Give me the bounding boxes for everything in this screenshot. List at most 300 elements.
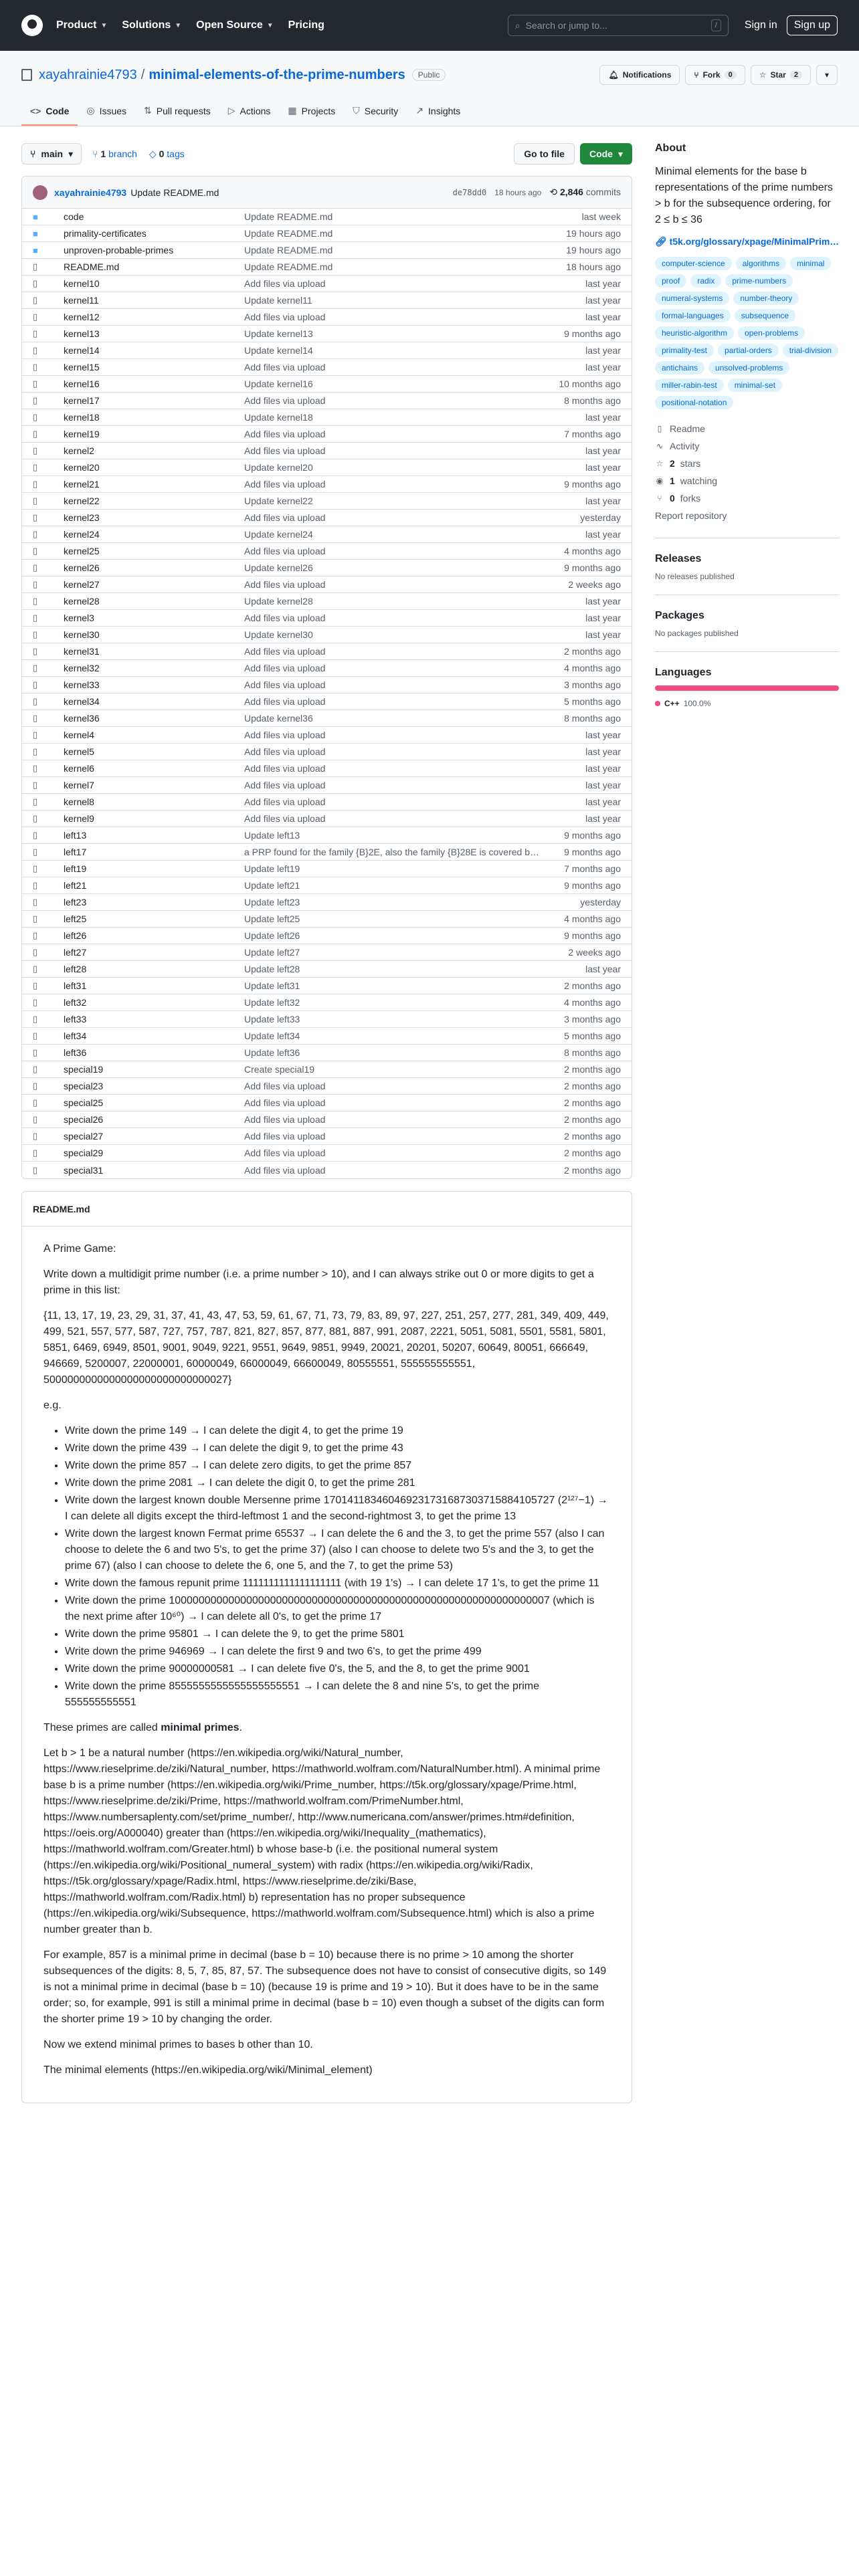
watchers-link[interactable]: ◉ 1 watching [656, 475, 718, 486]
file-commit-message[interactable]: Add files via upload [244, 479, 326, 490]
file-name-link[interactable]: special27 [64, 1131, 104, 1142]
topic-tag[interactable]: formal-languages [655, 309, 731, 322]
commit-message[interactable]: Update README.md [130, 187, 219, 198]
branches-link[interactable]: ⑂ 1 branch [92, 148, 137, 159]
file-name-link[interactable]: kernel2 [64, 445, 94, 456]
file-name-link[interactable]: kernel20 [64, 462, 100, 473]
file-name-link[interactable]: left23 [64, 897, 87, 907]
file-commit-message[interactable]: Update left23 [244, 897, 300, 907]
file-name-link[interactable]: kernel28 [64, 596, 100, 607]
topic-tag[interactable]: subsequence [735, 309, 795, 322]
file-row [22, 242, 632, 259]
language-item[interactable]: C++ 100.0% [655, 699, 839, 708]
file-name-link[interactable]: left17 [64, 847, 87, 857]
chevron-down-icon: ▾ [824, 70, 829, 80]
file-name-link[interactable]: kernel23 [64, 512, 100, 523]
file-name-link[interactable]: special31 [64, 1164, 104, 1176]
latest-commit [22, 177, 632, 209]
file-icon [33, 579, 43, 590]
file-table [21, 176, 632, 1179]
file-commit-message[interactable]: Add files via upload [244, 278, 326, 289]
topic-tag[interactable]: numeral-systems [655, 292, 729, 305]
tab-code[interactable]: <> Code [21, 106, 78, 126]
readme-panel [21, 1191, 632, 2103]
star-dropdown-button[interactable] [816, 65, 838, 85]
file-icon [33, 479, 43, 490]
topic-tag[interactable]: minimal [790, 257, 831, 270]
branch-icon: ⑂ [30, 148, 36, 159]
fork-icon: ⑂ [694, 70, 699, 80]
file-commit-message[interactable]: Add files via upload [244, 1114, 326, 1125]
file-commit-message[interactable]: Update kernel22 [244, 496, 313, 506]
file-commit-date: last year [585, 412, 621, 423]
file-icon [33, 914, 43, 924]
file-commit-message[interactable]: Update kernel13 [244, 328, 313, 339]
file-row [22, 693, 632, 710]
topic-tag[interactable]: heuristic-algorithm [655, 326, 734, 340]
file-icon [33, 863, 43, 874]
readme-body [22, 1226, 632, 2103]
file-commit-date: 3 months ago [564, 1014, 621, 1025]
file-commit-message[interactable]: Add files via upload [244, 646, 326, 657]
file-commit-date: 2 months ago [564, 1148, 621, 1158]
file-name-link[interactable]: kernel3 [64, 613, 94, 623]
file-commit-date: 18 hours ago [566, 261, 621, 272]
tags-link[interactable]: ◇ 0 tags [149, 148, 185, 159]
file-commit-message[interactable]: Add files via upload [244, 613, 326, 623]
file-icon [33, 1097, 43, 1108]
branch-icon: ⑂ [92, 148, 98, 159]
file-name-link[interactable]: kernel36 [64, 713, 100, 724]
file-icon [33, 646, 43, 657]
file-commit-message[interactable]: Update left28 [244, 964, 300, 974]
file-commit-message[interactable]: Update left25 [244, 914, 300, 924]
file-commit-message[interactable]: Add files via upload [244, 362, 326, 372]
file-commit-message[interactable]: Add files via upload [244, 1131, 326, 1142]
repo-tabs [21, 94, 838, 126]
chevron-down-icon: ▼ [175, 21, 182, 29]
file-commit-message[interactable]: Update kernel14 [244, 345, 313, 356]
file-row [22, 459, 632, 476]
list-item: • Write down the prime 95801 → I can delete the 9, to get the prime 5801 [65, 1626, 610, 1642]
file-commit-date: last year [585, 629, 621, 640]
file-icon [33, 562, 43, 573]
file-commit-message[interactable]: Update README.md [244, 261, 333, 272]
file-icon [33, 796, 43, 807]
file-commit-date: 2 months ago [564, 646, 621, 657]
file-commit-message[interactable]: a PRP found for the family {B}2E, also the family {B}28E is covered b… [244, 847, 539, 857]
file-commit-message[interactable]: Add files via upload [244, 780, 326, 790]
file-name-link[interactable]: left28 [64, 964, 87, 974]
file-row [22, 342, 632, 359]
file-commit-message[interactable]: Add files via upload [244, 696, 326, 707]
file-commit-message[interactable]: Add files via upload [244, 445, 326, 456]
file-commit-date: 2 months ago [564, 980, 621, 991]
topic-tag[interactable]: radix [690, 274, 721, 288]
file-commit-message[interactable]: Add files via upload [244, 1097, 326, 1108]
topic-tag[interactable]: proof [655, 274, 686, 288]
graph-icon: ↗ [415, 105, 424, 116]
file-commit-message[interactable]: Update kernel11 [244, 295, 312, 306]
repo-name-link[interactable]: minimal-elements-of-the-prime-numbers [149, 67, 405, 82]
file-name-link[interactable]: kernel14 [64, 345, 100, 356]
file-commit-message[interactable]: Add files via upload [244, 546, 326, 556]
file-commit-message[interactable]: Update left34 [244, 1031, 300, 1041]
folder-icon [33, 229, 43, 239]
file-name-link[interactable]: special23 [64, 1081, 104, 1091]
file-row [22, 1145, 632, 1162]
file-commit-message[interactable]: Add files via upload [244, 679, 326, 690]
code-dropdown-button[interactable]: Code ▾ [580, 143, 632, 165]
tab-insights[interactable]: ↗ Insights [415, 105, 461, 116]
file-icon [33, 1047, 43, 1058]
readme-example-list [65, 1423, 610, 1711]
file-name-link[interactable]: kernel33 [64, 679, 100, 690]
file-commit-date: 4 months ago [564, 997, 621, 1008]
file-commit-message[interactable]: Update left36 [244, 1047, 300, 1058]
branch-selector[interactable]: ⑂ main ▾ [21, 143, 82, 165]
file-name-link[interactable]: kernel16 [64, 379, 100, 389]
file-icon [33, 1014, 43, 1025]
file-commit-date: 9 months ago [564, 479, 621, 490]
file-commit-message[interactable]: Update left33 [244, 1014, 300, 1025]
file-icon [33, 379, 43, 389]
chevron-down-icon: ▼ [266, 21, 274, 29]
file-row [22, 1045, 632, 1061]
file-commit-date: yesterday [580, 512, 621, 523]
nav-pricing[interactable]: Pricing [288, 19, 324, 31]
file-icon [33, 730, 43, 740]
list-item: • Write down the prime 946969 → I can delete the first 9 and two 6's, to get the prime 499 [65, 1644, 610, 1660]
shield-icon: ⛉ [353, 105, 360, 116]
topic-tag[interactable]: open-problems [738, 326, 805, 340]
star-button[interactable]: ☆ Star 2 [751, 65, 811, 85]
file-name-link[interactable]: kernel8 [64, 796, 94, 807]
topic-tag[interactable]: primality-test [655, 344, 714, 357]
file-name-link[interactable]: kernel5 [64, 746, 94, 757]
stars-link[interactable]: ☆ 2 stars [656, 458, 701, 469]
file-row [22, 292, 632, 309]
file-commit-message[interactable]: Update kernel24 [244, 529, 313, 540]
file-commit-message[interactable]: Update kernel20 [244, 462, 313, 473]
file-commit-message[interactable]: Create special19 [244, 1064, 315, 1075]
report-repository-link[interactable]: Report repository [655, 510, 727, 521]
file-row [22, 376, 632, 393]
file-name-link[interactable]: kernel32 [64, 663, 100, 673]
file-commit-date: 2 weeks ago [568, 947, 621, 958]
file-name-link[interactable]: kernel31 [64, 646, 100, 657]
nav-open-source[interactable]: Open Source ▼ [196, 19, 274, 31]
file-icon [33, 1031, 43, 1041]
file-icon [33, 980, 43, 991]
file-row [22, 1162, 632, 1178]
file-icon [33, 713, 43, 724]
file-icon [33, 847, 43, 857]
file-commit-message[interactable]: Add files via upload [244, 312, 326, 322]
file-icon [33, 445, 43, 456]
readme-prime-list: {11, 13, 17, 19, 23, 29, 31, 37, 41, 43, 47, 53, 59, 61, 67, 71, 73, 79, 83, 89, 97, 227, 251, 257, 277, 281, 349, 409, 449, 499, 521, 557, 577, 587, 727, 757, 787, 821, 827, 857, 877, 881, 887, 991, 2087, 2221, 5051, 5081, 5501, 5581, 5801, 5851, 6469, 6949, 8501, 9001, 9049, 9221, 9551, 9649, 9851, 9949, 20021, 20201, 50207, 60649, 80051, 666649, 946669, 5200007, 22000001, 60000049, 66000049, 66600049, 80555551, 555555555551, 5000000000000000000000000000027} [43, 1310, 609, 1386]
file-commit-message[interactable]: Update left31 [244, 980, 300, 991]
file-icon [33, 780, 43, 790]
file-name-link[interactable]: kernel19 [64, 429, 100, 439]
search-icon: ⌕ [514, 19, 520, 31]
repo-main [21, 142, 632, 2103]
file-name-link[interactable]: kernel24 [64, 529, 100, 540]
readme-paragraph: e.g. [43, 1400, 62, 1411]
file-commit-message[interactable]: Update README.md [244, 228, 333, 239]
topic-tag[interactable]: miller-rabin-test [655, 379, 724, 392]
file-row [22, 576, 632, 593]
file-icon [33, 412, 43, 423]
file-commit-message[interactable]: Update README.md [244, 211, 333, 222]
tab-pull-requests[interactable]: ⇅ Pull requests [144, 105, 211, 116]
file-row [22, 978, 632, 994]
nav-solutions[interactable]: Solutions ▼ [122, 19, 182, 31]
github-logo-icon[interactable] [21, 15, 43, 36]
file-row [22, 643, 632, 660]
commit-sha[interactable]: de78dd0 [452, 187, 487, 197]
file-commit-message[interactable]: Add files via upload [244, 512, 326, 523]
file-name-link[interactable]: kernel25 [64, 546, 100, 556]
packages-heading[interactable]: Packages [655, 610, 704, 621]
file-name-link[interactable]: left21 [64, 880, 87, 891]
file-name-link[interactable]: kernel12 [64, 312, 100, 322]
topic-tag[interactable]: number-theory [733, 292, 799, 305]
file-name-link[interactable]: left36 [64, 1047, 87, 1058]
about-section [655, 142, 839, 524]
global-header [0, 0, 859, 51]
file-commit-message[interactable]: Add files via upload [244, 1081, 326, 1091]
file-commit-message[interactable]: Add files via upload [244, 429, 326, 439]
go-to-file-button[interactable]: Go to file [514, 143, 575, 165]
file-commit-message[interactable]: Update kernel18 [244, 412, 313, 423]
readme-paragraph: Now we extend minimal primes to bases b other than 10. [43, 2039, 313, 2050]
file-row [22, 409, 632, 426]
sign-up-button[interactable]: Sign up [787, 15, 838, 35]
file-row [22, 794, 632, 811]
chevron-down-icon: ▾ [68, 148, 74, 159]
file-commit-date: 2 months ago [564, 1131, 621, 1142]
file-name-link[interactable]: kernel22 [64, 496, 100, 506]
readme-paragraph: Write down a multidigit prime number (i.e. a prime number > 10), and I can always strike out 0 or more digits to get a prime in this list: [43, 1269, 594, 1296]
file-row [22, 225, 632, 242]
file-name-link[interactable]: kernel21 [64, 479, 100, 490]
file-name-link[interactable]: left19 [64, 863, 87, 874]
topic-tag[interactable]: positional-notation [655, 396, 733, 409]
homepage-link[interactable]: 🔗︎ t5k.org/glossary/xpage/MinimalPrim… [655, 236, 840, 247]
file-row [22, 426, 632, 443]
file-row [22, 493, 632, 510]
tab-security[interactable]: ⛉ Security [353, 105, 399, 116]
packages-section [655, 595, 839, 638]
forks-link[interactable]: ⑂ 0 forks [655, 490, 839, 507]
file-commit-message[interactable]: Update left21 [244, 880, 300, 891]
pulse-icon: ∿ [656, 441, 664, 451]
folder-icon [33, 245, 43, 255]
file-icon [33, 328, 43, 339]
file-commit-date: last year [585, 445, 621, 456]
readme-paragraph: The minimal elements (https://en.wikipedia.org/wiki/Minimal_element) [43, 2064, 373, 2076]
file-name-link[interactable]: code [64, 211, 84, 222]
file-commit-message[interactable]: Update left13 [244, 830, 300, 841]
repo-header [0, 51, 859, 126]
file-name-link[interactable]: kernel30 [64, 629, 100, 640]
file-icon [33, 930, 43, 941]
file-commit-message[interactable]: Update kernel26 [244, 562, 313, 573]
file-commit-message[interactable]: Add files via upload [244, 1148, 326, 1158]
file-name-link[interactable]: kernel11 [64, 295, 99, 306]
file-name-link[interactable]: left13 [64, 830, 87, 841]
releases-heading[interactable]: Releases [655, 553, 702, 564]
file-commit-message[interactable]: Add files via upload [244, 663, 326, 673]
file-name-link[interactable]: left33 [64, 1014, 87, 1025]
pull-request-icon: ⇅ [144, 105, 152, 116]
file-row [22, 1111, 632, 1128]
file-name-link[interactable]: kernel6 [64, 763, 94, 774]
file-icon [33, 395, 43, 406]
file-commit-message[interactable]: Update kernel28 [244, 596, 313, 607]
file-name-link[interactable]: kernel10 [64, 278, 100, 289]
file-row [22, 677, 632, 693]
file-name-link[interactable]: kernel26 [64, 562, 100, 573]
file-commit-message[interactable]: Update left26 [244, 930, 300, 941]
file-icon [33, 813, 43, 824]
file-commit-message[interactable]: Update kernel16 [244, 379, 313, 389]
file-commit-message[interactable]: Add files via upload [244, 1164, 326, 1176]
topic-tag[interactable]: trial-division [783, 344, 838, 357]
notifications-button[interactable]: 🔔︎ Notifications [599, 65, 680, 85]
file-row [22, 660, 632, 677]
file-icon [33, 429, 43, 439]
file-commit-message[interactable]: Add files via upload [244, 730, 326, 740]
avatar[interactable] [33, 185, 47, 200]
file-toolbar [21, 142, 632, 165]
file-commit-date: 8 months ago [564, 713, 621, 724]
file-icon [33, 1114, 43, 1125]
file-commit-message[interactable]: Update left19 [244, 863, 300, 874]
file-name-link[interactable]: special25 [64, 1097, 104, 1108]
file-commit-message[interactable]: Update left32 [244, 997, 300, 1008]
file-name-link[interactable]: kernel18 [64, 412, 100, 423]
topic-tag[interactable]: antichains [655, 361, 704, 374]
file-commit-date: last year [585, 295, 621, 306]
file-name-link[interactable]: left25 [64, 914, 87, 924]
tab-projects[interactable]: ▦ Projects [288, 105, 336, 116]
file-commit-date: 10 months ago [559, 379, 621, 389]
list-item: • Write down the famous repunit prime 1111111111111111111 (with 19 1's) → I can delete 17 1's, to get the prime 11 [65, 1576, 610, 1592]
file-name-link[interactable]: special29 [64, 1148, 104, 1158]
activity-link[interactable]: ∿ Activity [656, 441, 700, 451]
file-name-link[interactable]: kernel34 [64, 696, 100, 707]
file-name-link[interactable]: kernel15 [64, 362, 100, 372]
chevron-down-icon: ▼ [100, 21, 108, 29]
file-commit-message[interactable]: Update README.md [244, 245, 333, 255]
topic-tag[interactable]: minimal-set [728, 379, 782, 392]
commit-author[interactable]: xayahrainie4793 [54, 187, 127, 198]
file-row [22, 1028, 632, 1045]
readme-link[interactable]: ▯ Readme [655, 420, 839, 437]
sign-in-link[interactable]: Sign in [744, 19, 777, 31]
file-commit-message[interactable]: Add files via upload [244, 813, 326, 824]
file-name-link[interactable]: kernel7 [64, 780, 94, 790]
file-row [22, 593, 632, 610]
file-name-link[interactable]: kernel17 [64, 395, 100, 406]
tab-issues[interactable]: ◎ Issues [86, 105, 127, 116]
file-name-link[interactable]: kernel13 [64, 328, 100, 339]
file-row [22, 393, 632, 409]
file-row [22, 744, 632, 760]
nav-product[interactable]: Product ▼ [56, 19, 108, 31]
file-name-link[interactable]: left34 [64, 1031, 87, 1041]
file-name-link[interactable]: left32 [64, 997, 87, 1008]
file-commit-date: last year [585, 746, 621, 757]
topic-tag[interactable]: algorithms [736, 257, 786, 270]
file-name-link[interactable]: kernel27 [64, 579, 100, 590]
file-commit-message[interactable]: Update kernel30 [244, 629, 313, 640]
commits-link[interactable]: ⟲ 2,846 commits [549, 187, 621, 197]
file-name-link[interactable]: kernel9 [64, 813, 94, 824]
topic-tag[interactable]: partial-orders [718, 344, 779, 357]
file-name-link[interactable]: left26 [64, 930, 87, 941]
file-commit-date: 9 months ago [564, 847, 621, 857]
file-commit-date: last year [585, 964, 621, 974]
commit-time: 18 hours ago [494, 187, 542, 197]
file-name-link[interactable]: unproven-probable-primes [64, 245, 174, 255]
file-name-link[interactable]: left27 [64, 947, 87, 958]
file-name-link[interactable]: kernel4 [64, 730, 94, 740]
repo-owner-link[interactable]: xayahrainie4793 [39, 67, 137, 82]
file-name-link[interactable]: README.md [64, 261, 120, 272]
file-name-link[interactable]: special26 [64, 1114, 104, 1125]
file-commit-date: last year [585, 462, 621, 473]
file-row [22, 710, 632, 727]
file-commit-message[interactable]: Add files via upload [244, 579, 326, 590]
fork-button[interactable]: ⑂ Fork 0 [685, 65, 745, 85]
readme-paragraph: Let b > 1 be a natural number (https://en.wikipedia.org/wiki/Natural_number, https://www.rieselprime.de/ziki/Natural_number, https://mathworld.wolfram.com/NaturalNumber.html). A minimal prime base b is a prime number (https://en.wikipedia.org/wiki/Prime_number, https://t5k.org/glossary/xpage/Prime.html, https://www.rieselprime.de/ziki/Prime, https://mathworld.wolfram.com/PrimeNumber.html, https://www.numbersaplenty.com/set/prime_number/, http://www.numericana.com/answer/primes.htm#definition, https://oeis.org/A000040) greater than (https://en.wikipedia.org/wiki/Inequality_(mathematics), https://mathworld.wolfram.com/Greater.html) b whose base-b (i.e. the positional numeral system (https://en.wikipedia.org/wiki/Positional_numeral_system) with radix (https://en.wikipedia.org/wiki/Radix, https://t5k.org/glossary/xpage/Radix.html, https://www.rieselprime.de/ziki/Base, https://mathworld.wolfram.com/Radix.html) b) representation has no proper subsequence (https://en.wikipedia.org/wiki/Subsequence, https://mathworld.wolfram.com/Subsequence.html) which is also a prime number greater than b. [43, 1747, 601, 1935]
file-icon [33, 947, 43, 958]
file-icon [33, 763, 43, 774]
file-name-link[interactable]: left31 [64, 980, 87, 991]
star-icon: ☆ [656, 459, 664, 468]
file-commit-message[interactable]: Add files via upload [244, 395, 326, 406]
file-commit-message[interactable]: Add files via upload [244, 796, 326, 807]
topic-tag[interactable]: computer-science [655, 257, 732, 270]
topic-tag[interactable]: unsolved-problems [708, 361, 789, 374]
file-icon [33, 679, 43, 690]
list-item: • Write down the prime 149 → I can delete the digit 4, to get the prime 19 [65, 1423, 610, 1439]
file-name-link[interactable]: special19 [64, 1064, 104, 1075]
file-row [22, 326, 632, 342]
search-input[interactable]: ⌕ Search or jump to... / [508, 15, 729, 36]
topic-tag[interactable]: prime-numbers [725, 274, 793, 288]
file-commit-date: last week [581, 211, 621, 222]
file-commit-date: last year [585, 496, 621, 506]
file-commit-message[interactable]: Add files via upload [244, 763, 326, 774]
tab-actions[interactable]: ▷ Actions [227, 105, 271, 116]
file-commit-date: 5 months ago [564, 696, 621, 707]
file-icon [33, 1165, 43, 1176]
file-row [22, 209, 632, 225]
file-icon [33, 1081, 43, 1091]
file-commit-date: yesterday [580, 897, 621, 907]
file-commit-message[interactable]: Add files via upload [244, 746, 326, 757]
file-commit-message[interactable]: Update kernel36 [244, 713, 313, 724]
file-row [22, 610, 632, 627]
file-name-link[interactable]: primality-certificates [64, 228, 147, 239]
file-icon [33, 462, 43, 473]
readme-paragraph: For example, 857 is a minimal prime in decimal (base b = 10) because there is no prime > 10 among the shorter subsequences of the digits: 8, 5, 7, 85, 87, 57. The subsequence does not have to consist of consecutive digits, so 149 is not a minimal prime in decimal (base b = 10) (because 19 is prime and 19 > 10). But it does have to be in the same order; so, for example, 991 is still a minimal prime in decimal (base b = 10) even though a subset of the digits can form the shorter prime 19 > 10 by changing the order. [43, 1949, 607, 2025]
file-commit-message[interactable]: Update left27 [244, 947, 300, 958]
